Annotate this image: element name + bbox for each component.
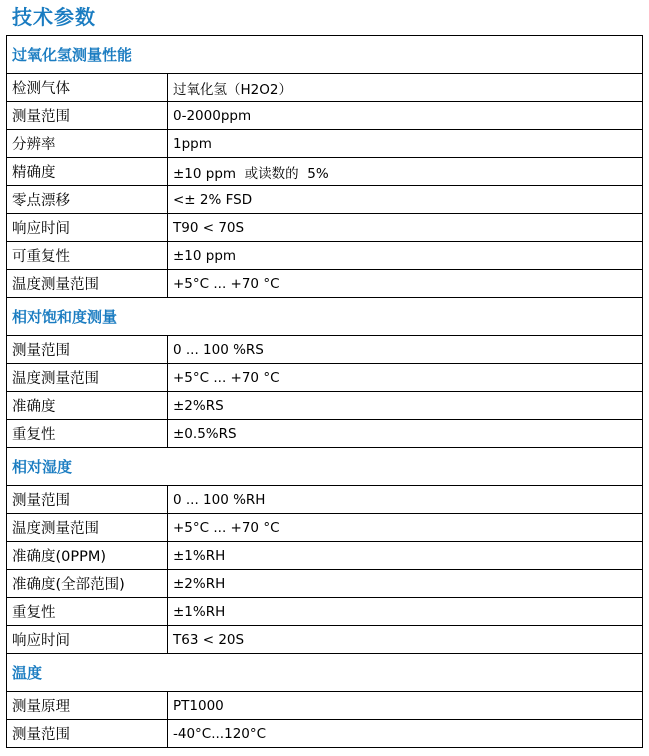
param-value: T63 < 20S (168, 626, 643, 654)
table-row (7, 692, 643, 720)
table-row (7, 364, 643, 392)
section-header-saturation (7, 298, 643, 336)
param-value: PT1000 (168, 692, 643, 720)
param-label: 测量范围 (7, 336, 168, 364)
table-row (7, 186, 643, 214)
param-label: 准确度(全部范围) (7, 570, 168, 598)
spec-table (6, 35, 643, 748)
table-row (7, 214, 643, 242)
param-value: ±2%RH (168, 570, 643, 598)
param-label: 准确度 (7, 392, 168, 420)
table-row (7, 542, 643, 570)
param-label: 检测气体 (7, 74, 168, 102)
param-value: +5°C ... +70 °C (168, 364, 643, 392)
param-label: 测量原理 (7, 692, 168, 720)
param-value: T90 < 70S (168, 214, 643, 242)
table-row (7, 336, 643, 364)
param-value: ±0.5%RS (168, 420, 643, 448)
param-label: 重复性 (7, 420, 168, 448)
param-label: 温度测量范围 (7, 514, 168, 542)
table-row (7, 486, 643, 514)
table-row (7, 626, 643, 654)
table-row (7, 514, 643, 542)
table-row (7, 242, 643, 270)
param-label: 重复性 (7, 598, 168, 626)
param-value: <± 2% FSD (168, 186, 643, 214)
section-title: 过氧化氢测量性能 (7, 36, 643, 74)
param-label: 测量范围 (7, 720, 168, 748)
param-value: ±1%RH (168, 542, 643, 570)
table-row (7, 270, 643, 298)
param-label: 测量范围 (7, 102, 168, 130)
section-header-humidity (7, 448, 643, 486)
table-row (7, 74, 643, 102)
table-row (7, 130, 643, 158)
param-value: +5°C ... +70 °C (168, 514, 643, 542)
table-row (7, 158, 643, 186)
table-row (7, 570, 643, 598)
param-label: 零点漂移 (7, 186, 168, 214)
section-title: 温度 (7, 654, 643, 692)
param-value: 过氧化氢（H2O2） (168, 74, 643, 102)
table-row (7, 598, 643, 626)
param-label: 可重复性 (7, 242, 168, 270)
param-value: -40°C...120°C (168, 720, 643, 748)
param-value: +5°C ... +70 °C (168, 270, 643, 298)
param-value: 1ppm (168, 130, 643, 158)
param-value: ±10 ppm (168, 242, 643, 270)
param-label: 响应时间 (7, 626, 168, 654)
page-title: 技术参数 (12, 5, 96, 29)
table-row (7, 102, 643, 130)
table-row (7, 392, 643, 420)
param-value: 0-2000ppm (168, 102, 643, 130)
param-label: 温度测量范围 (7, 364, 168, 392)
param-value: 0 ... 100 %RH (168, 486, 643, 514)
param-label: 分辨率 (7, 130, 168, 158)
section-title: 相对湿度 (7, 448, 643, 486)
param-label: 测量范围 (7, 486, 168, 514)
section-title: 相对饱和度测量 (7, 298, 643, 336)
param-label: 温度测量范围 (7, 270, 168, 298)
param-label: 精确度 (7, 158, 168, 186)
param-value: ±10 ppm 或读数的 5% (168, 158, 643, 186)
param-label: 响应时间 (7, 214, 168, 242)
param-value: 0 ... 100 %RS (168, 336, 643, 364)
param-label: 准确度(0PPM) (7, 542, 168, 570)
param-value: ±1%RH (168, 598, 643, 626)
table-row (7, 720, 643, 748)
section-header-temperature (7, 654, 643, 692)
table-row (7, 420, 643, 448)
section-header-h2o2 (7, 36, 643, 74)
param-value: ±2%RS (168, 392, 643, 420)
